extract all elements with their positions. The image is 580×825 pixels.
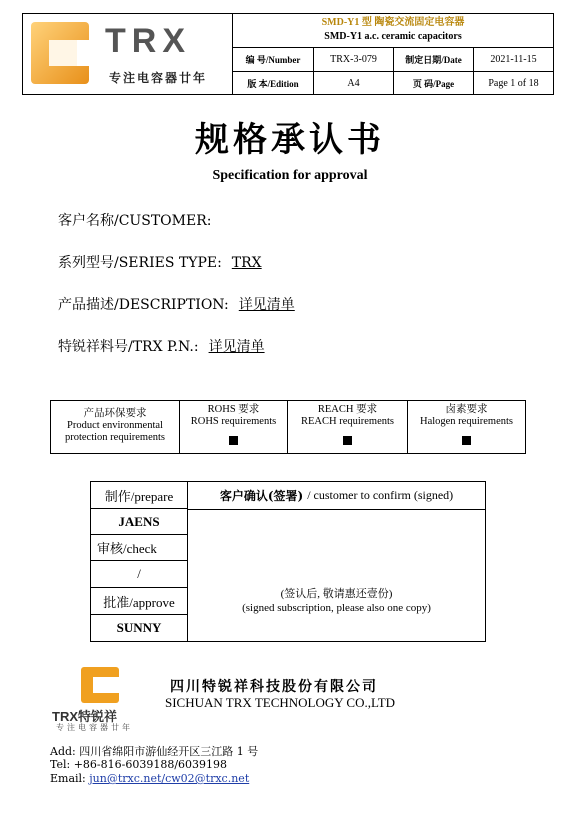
page-value: Page 1 of 18 [473,72,553,95]
pn-line [58,336,265,356]
approve-name: SUNNY [116,620,162,635]
env-header-en2: protection requirements [64,432,165,443]
footer-logo [50,666,150,734]
note-cn: (签认后, 敬请惠还壹份) [280,588,393,600]
pn-value: 详见清单 [208,339,265,355]
edition-value: A4 [313,72,393,95]
document-subtitle: Specification for approval [212,168,368,183]
env-header-cell [51,401,179,453]
env-header-en1: Product environmental [67,420,163,431]
description-line [58,294,295,314]
env-header-cn: 产品环保要求 [83,408,147,419]
number-value: TRX-3-079 [313,48,393,71]
header-product-title [233,14,553,48]
document-header [22,13,554,95]
reach-checkbox [343,436,352,445]
footer-logo-text: TRX特锐祥 [52,709,118,724]
check-label: 审核/check [91,535,187,561]
header-logo [23,14,233,94]
customer-line [58,210,221,230]
date-label: 制定日期/Date [393,48,473,71]
footer-logo-icon [80,666,120,704]
address-line: Add: 四川省绵阳市游仙经开区三江路 1 号 [50,745,259,758]
signature-note [188,587,485,615]
customer-label: 客户名称/CUSTOMER: [58,213,212,229]
reach-label-en: REACH requirements [300,416,395,427]
confirm-label-en: / customer to confirm (signed) [307,488,454,502]
check-name: / [91,561,187,588]
series-value: TRX [231,255,262,271]
confirm-label-cn: 客户确认(签署) [219,489,304,503]
rohs-label-cn: ROHS 要求 [207,404,260,415]
series-label: 系列型号/SERIES TYPE: [58,255,222,271]
header-info [233,14,553,94]
reach-label-cn: REACH 要求 [317,404,378,415]
environment-requirements-table [50,400,526,454]
note-en: (signed subscription, please also one copy) [242,602,431,614]
description-label: 产品描述/DESCRIPTION: [58,297,229,313]
page-label: 页 码/Page [393,72,473,95]
halogen-cell [407,401,525,453]
header-row-number-date [233,48,553,72]
prepare-label: 制作/prepare [91,482,187,509]
company-name-cn: 四川特锐祥科技股份有限公司 [170,679,378,695]
edition-label: 版 本/Edition [247,79,299,89]
logo-slogan: 专注电容器廿年 [109,71,208,85]
trx-logo-icon [29,18,91,88]
series-line [58,252,262,272]
tel-line: Tel: +86-816-6039188/6039198 [50,758,228,771]
product-title-cn: SMD-Y1 型 陶瓷交流固定电容器 [321,17,465,28]
email-link[interactable]: jun@trxc.net/cw02@trxc.net [89,772,250,785]
company-name-en: SICHUAN TRX TECHNOLOGY CO.,LTD [165,695,396,710]
footer-logo-slogan: 专注电容器廿年 [56,723,133,732]
logo-wordmark: TRX [105,22,191,60]
reach-cell [287,401,407,453]
approve-label: 批准/approve [91,588,187,615]
number-label: 编 号/Number [245,55,301,65]
customer-confirm-header [188,482,485,510]
header-row-edition-page [233,72,553,95]
halogen-label-cn: 卤素要求 [445,404,488,415]
halogen-checkbox [462,436,471,445]
signature-table [90,481,486,642]
prepare-name: JAENS [91,509,187,535]
description-value: 详见清单 [238,297,295,313]
email-line [50,772,249,785]
product-title-en: SMD-Y1 a.c. ceramic capacitors [324,31,462,42]
date-value: 2021-11-15 [473,48,553,71]
rohs-label-en: ROHS requirements [190,416,277,427]
pn-label: 特锐祥料号/TRX P.N.: [58,339,199,355]
rohs-checkbox [229,436,238,445]
email-label: Email: [50,772,86,785]
document-title: 规格承认书 [195,120,385,160]
halogen-label-en: Halogen requirements [419,416,513,427]
rohs-cell [179,401,287,453]
signature-roles [91,482,188,641]
